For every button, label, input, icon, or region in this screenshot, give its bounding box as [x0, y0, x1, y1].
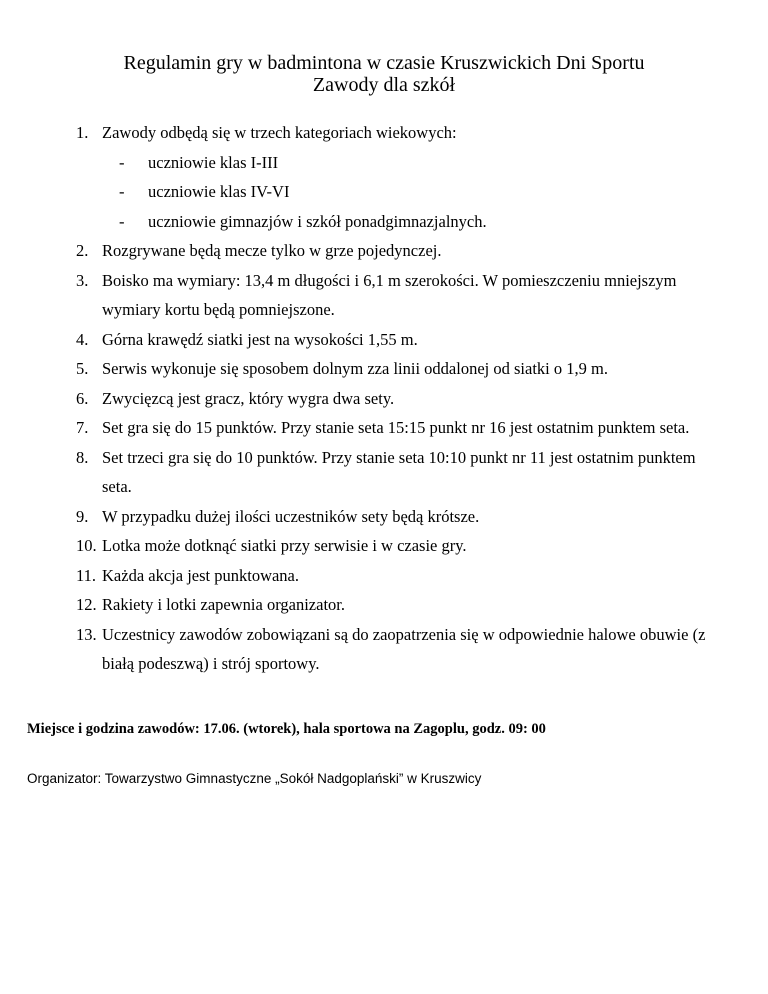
rule-text: Serwis wykonuje się sposobem dolnym zza linii oddalonej od siatki o 1,9 m.	[102, 359, 608, 378]
age-category-item	[0, 148, 768, 178]
rule-number: 13.	[76, 624, 97, 644]
age-category-item	[0, 207, 768, 237]
age-category-text: uczniowie gimnazjów i szkół ponadgimnazjalnych.	[148, 211, 487, 231]
rule-item	[0, 354, 768, 384]
age-category-item	[0, 177, 768, 207]
list-dash: -	[119, 211, 125, 231]
rule-text: Rakiety i lotki zapewnia organizator.	[102, 595, 345, 614]
rule-item	[0, 236, 768, 266]
rule-text: Set trzeci gra się do 10 punktów. Przy stanie seta 10:10 punkt nr 11 jest ostatnim punktem seta.	[102, 447, 696, 496]
venue-and-time: Miejsce i godzina zawodów: 17.06. (wtorek), hala sportowa na Zagoplu, godz. 09: 00	[27, 721, 546, 737]
age-category-list	[0, 148, 768, 237]
rule-text: Set gra się do 15 punktów. Przy stanie seta 15:15 punkt nr 16 jest ostatnim punktem seta.	[102, 418, 690, 437]
rule-text: Rozgrywane będą mecze tylko w grze pojedynczej.	[102, 241, 442, 260]
list-dash: -	[119, 182, 125, 201]
rule-text: W przypadku dużej ilości uczestników sety będą krótsze.	[102, 506, 480, 526]
rule-number: 11.	[76, 565, 97, 585]
rule-item	[0, 590, 768, 620]
rule-text: Każda akcja jest punktowana.	[102, 565, 300, 585]
age-category-text: uczniowie klas IV-VI	[148, 182, 290, 201]
list-dash: -	[119, 152, 125, 172]
rules-list	[0, 118, 768, 679]
rule-text: Górna krawędź siatki jest na wysokości 1,55 m.	[102, 329, 418, 349]
rule-item	[0, 620, 768, 679]
rule-text: Uczestnicy zawodów zobowiązani są do zaopatrzenia się w odpowiednie halowe obuwie (z białą podeszwą) i strój sportowy.	[102, 624, 706, 673]
rule-number: 6.	[76, 388, 89, 408]
rule-item	[0, 502, 768, 532]
rule-item	[0, 413, 768, 443]
document-subtitle: Zawody dla szkół	[312, 74, 456, 96]
rule-item	[0, 561, 768, 591]
organizer-line: Organizator: Towarzystwo Gimnastyczne „Sokół Nadgoplański” w Kruszwicy	[27, 771, 482, 786]
rule-number: 9.	[76, 506, 89, 526]
document-title: Regulamin gry w badmintona w czasie Kruszwickich Dni Sportu	[123, 52, 645, 74]
rule-number: 4.	[76, 329, 89, 349]
rule-number: 8.	[76, 447, 89, 467]
rule-number: 12.	[76, 595, 97, 614]
rule-item	[0, 118, 768, 236]
rule-text: Zwycięzcą jest gracz, który wygra dwa sety.	[102, 388, 395, 408]
rule-text: Zawody odbędą się w trzech kategoriach wiekowych:	[102, 123, 457, 142]
rule-item	[0, 266, 768, 325]
rule-text: Lotka może dotknąć siatki przy serwisie i w czasie gry.	[102, 536, 467, 555]
age-category-text: uczniowie klas I-III	[148, 152, 279, 172]
rule-item	[0, 443, 768, 502]
rule-number: 5.	[76, 359, 89, 378]
rule-item	[0, 384, 768, 414]
rule-number: 1.	[76, 123, 89, 142]
rule-item	[0, 325, 768, 355]
rule-number: 10.	[76, 536, 97, 555]
rule-number: 7.	[76, 418, 89, 437]
rule-number: 2.	[76, 241, 89, 260]
rule-text: Boisko ma wymiary: 13,4 m długości i 6,1 m szerokości. W pomieszczeniu mniejszym wymiary kortu będą pomniejszone.	[102, 270, 677, 319]
rule-item	[0, 531, 768, 561]
rule-number: 3.	[76, 270, 89, 290]
